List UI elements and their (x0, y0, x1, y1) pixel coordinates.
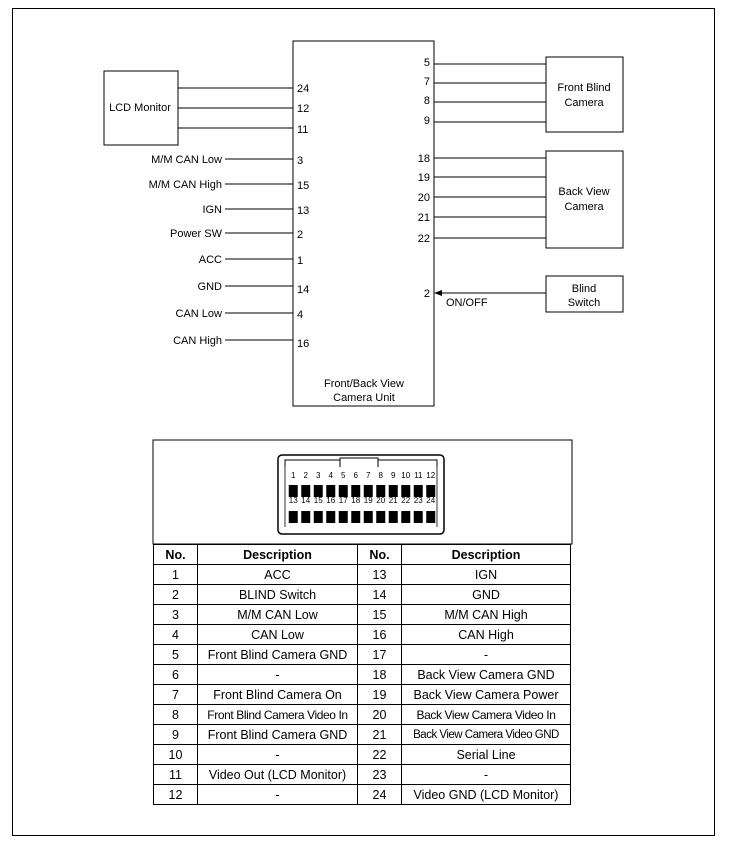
signal-label: Power SW (170, 228, 222, 240)
connector-pin-number: 14 (301, 496, 311, 505)
connector-pin-number: 19 (363, 496, 373, 505)
pin-description-table (153, 544, 571, 805)
connector-pin-number: 15 (313, 496, 323, 505)
pin-description: CAN Low (198, 625, 358, 645)
signal-label: GND (197, 281, 222, 293)
pin-label: 1 (297, 255, 304, 267)
pin-description: IGN (402, 565, 571, 585)
pin-number: 21 (358, 725, 402, 745)
signal-label: IGN (202, 204, 222, 216)
pin-description: Serial Line (402, 745, 571, 765)
connector-pin-number: 16 (326, 496, 336, 505)
back-view-camera-label: Camera (564, 201, 604, 213)
lcd-wires (178, 88, 293, 128)
camera-unit-title: Camera Unit (333, 392, 395, 404)
connector-pin-number: 10 (401, 471, 411, 480)
pin-number: 14 (358, 585, 402, 605)
connector-pin-number: 21 (388, 496, 398, 505)
connector-pin-cell (339, 511, 348, 523)
lcd-monitor-label: LCD Monitor (109, 102, 171, 114)
connector-pin-cell (314, 511, 323, 523)
pin-number: 16 (358, 625, 402, 645)
signal-label: M/M CAN High (148, 179, 222, 191)
pin-label: 15 (297, 180, 310, 192)
pin-number: 19 (358, 685, 402, 705)
pin-number: 5 (154, 645, 198, 665)
table-row (154, 785, 571, 805)
signal-label: ACC (198, 254, 222, 266)
pin-label: 12 (297, 103, 310, 115)
pin-label: 9 (423, 115, 430, 127)
pin-number: 6 (154, 665, 198, 685)
pin-description: - (198, 745, 358, 765)
connector-pin-number: 17 (338, 496, 348, 505)
connector-pin-number: 5 (341, 471, 346, 480)
table-row (154, 705, 571, 725)
connector-pin-number: 18 (351, 496, 361, 505)
pin-label: 21 (417, 212, 430, 224)
pin-number: 24 (358, 785, 402, 805)
table-row (154, 725, 571, 745)
pin-label: 2 (423, 288, 430, 300)
column-header: Description (198, 545, 358, 565)
table-row (154, 745, 571, 765)
connector-latch (285, 458, 437, 467)
pin-label: 8 (423, 95, 430, 107)
connector-pin-number: 4 (328, 471, 333, 480)
pin-number: 17 (358, 645, 402, 665)
connector-pin-number: 8 (378, 471, 383, 480)
connector-pin-number: 20 (376, 496, 386, 505)
connector-pin-number: 13 (288, 496, 298, 505)
pin-number: 1 (154, 565, 198, 585)
pin-description: CAN High (402, 625, 571, 645)
blind-switch-label: Blind (571, 283, 597, 295)
pin-number: 4 (154, 625, 198, 645)
arrow-left-icon (434, 290, 442, 296)
connector-pin-cell (426, 511, 435, 523)
connector-pin-cell (401, 511, 410, 523)
connector-pin-number: 2 (303, 471, 308, 480)
pin-description: Front Blind Camera GND (198, 725, 358, 745)
connector-pin-cell (414, 511, 423, 523)
pin-number: 22 (358, 745, 402, 765)
front-blind-camera-box (546, 57, 623, 132)
table-row (154, 565, 571, 585)
back-view-camera-label: Back View (558, 186, 610, 198)
pin-label: 18 (417, 153, 430, 165)
pin-description: Back View Camera GND (402, 665, 571, 685)
connector-pin-number: 7 (366, 471, 371, 480)
table-row (154, 585, 571, 605)
pin-label: 13 (297, 205, 310, 217)
pin-number: 20 (358, 705, 402, 725)
pin-description: Video GND (LCD Monitor) (402, 785, 571, 805)
pin-label: 24 (297, 83, 310, 95)
pin-description: - (402, 765, 571, 785)
connector-pin-cell (289, 511, 298, 523)
pin-label: 4 (297, 309, 304, 321)
pin-number: 23 (358, 765, 402, 785)
pin-description: Front Blind Camera Video In (198, 705, 358, 725)
pin-description: BLIND Switch (198, 585, 358, 605)
pin-description: Back View Camera Video GND (402, 725, 571, 745)
pin-label: 2 (297, 229, 304, 241)
pin-description: Back View Camera Power (402, 685, 571, 705)
pin-number: 18 (358, 665, 402, 685)
table-row (154, 685, 571, 705)
connector-pin-cell (364, 511, 373, 523)
pin-description: - (402, 645, 571, 665)
pin-description: GND (402, 585, 571, 605)
pin-description: Front Blind Camera On (198, 685, 358, 705)
connector-pin-number: 9 (391, 471, 396, 480)
signal-label: CAN High (173, 335, 222, 347)
back-view-camera-box (546, 151, 623, 248)
pin-description: ACC (198, 565, 358, 585)
connector-pin-cell (389, 511, 398, 523)
on-off-label: ON/OFF (446, 297, 488, 309)
table-row (154, 605, 571, 625)
pin-number: 15 (358, 605, 402, 625)
connector-pin-number: 11 (414, 471, 423, 480)
pin-label: 11 (297, 124, 309, 136)
connector-pin-number: 6 (353, 471, 358, 480)
pin-number: 9 (154, 725, 198, 745)
pin-label: 5 (423, 57, 430, 69)
table-row (154, 765, 571, 785)
signal-label: M/M CAN Low (151, 154, 222, 166)
front-blind-camera-label: Camera (564, 97, 604, 109)
table-row (154, 625, 571, 645)
connector-pin-number: 24 (426, 496, 436, 505)
camera-unit-title: Front/Back View (324, 378, 404, 390)
camera-unit-box (293, 41, 434, 406)
pin-label: 22 (417, 233, 430, 245)
pin-number: 13 (358, 565, 402, 585)
signal-label: CAN Low (175, 308, 222, 320)
front-blind-camera-label: Front Blind (557, 82, 611, 94)
connector-pin-cell (301, 511, 310, 523)
connector-pin-number: 1 (291, 471, 296, 480)
back-camera-wires (434, 158, 546, 238)
column-header: Description (402, 545, 571, 565)
connector-pin-cell (351, 511, 360, 523)
pin-number: 2 (154, 585, 198, 605)
pin-description: Video Out (LCD Monitor) (198, 765, 358, 785)
pin-description: M/M CAN High (402, 605, 571, 625)
pin-number: 11 (154, 765, 198, 785)
column-header: No. (358, 545, 402, 565)
connector-pins (289, 471, 436, 523)
pin-number: 10 (154, 745, 198, 765)
pin-number: 8 (154, 705, 198, 725)
pin-label: 14 (297, 284, 310, 296)
connector-pin-number: 12 (426, 471, 436, 480)
table-row (154, 665, 571, 685)
pin-description: M/M CAN Low (198, 605, 358, 625)
pin-number: 7 (154, 685, 198, 705)
pin-label: 16 (297, 338, 310, 350)
table-row (154, 645, 571, 665)
connector-pin-number: 3 (316, 471, 321, 480)
pin-label: 7 (423, 76, 430, 88)
column-header: No. (154, 545, 198, 565)
pin-description: - (198, 785, 358, 805)
connector-pin-number: 23 (413, 496, 423, 505)
left-signal-wires (225, 159, 293, 340)
pin-description: - (198, 665, 358, 685)
pin-description: Back View Camera Video In (402, 705, 571, 725)
pin-label: 20 (417, 192, 430, 204)
connector-pin-cell (326, 511, 335, 523)
pin-number: 12 (154, 785, 198, 805)
pin-label: 19 (417, 172, 430, 184)
blind-switch-label: Switch (567, 297, 601, 309)
pin-label: 3 (297, 155, 304, 167)
pin-number: 3 (154, 605, 198, 625)
connector-pin-number: 22 (401, 496, 411, 505)
front-camera-wires (434, 64, 546, 122)
pin-description: Front Blind Camera GND (198, 645, 358, 665)
connector-pin-cell (376, 511, 385, 523)
